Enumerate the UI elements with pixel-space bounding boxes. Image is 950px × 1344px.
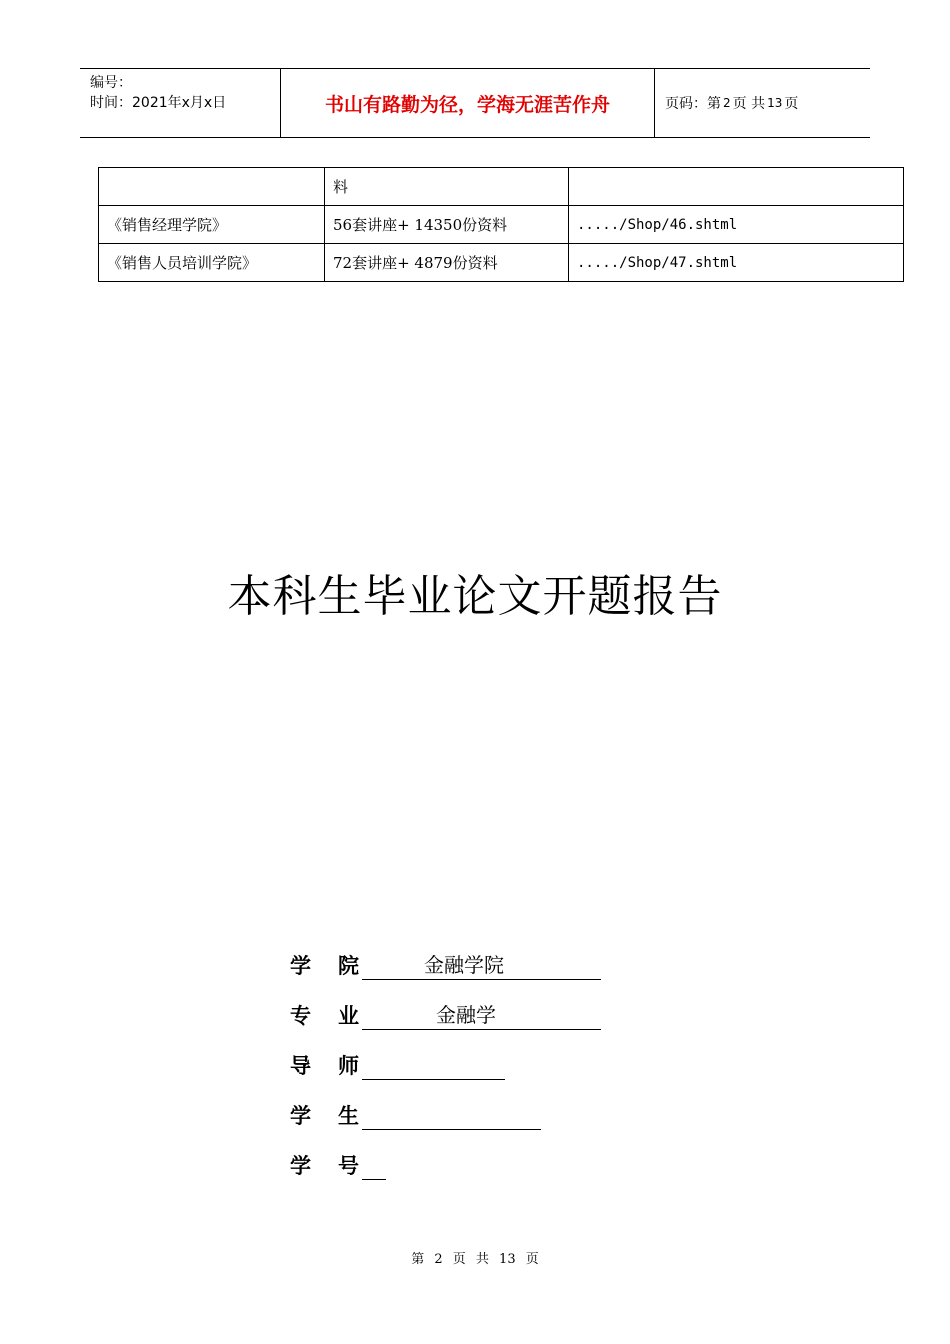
table-row xyxy=(99,244,904,282)
date-label: 时间：2021年x月x日 xyxy=(90,95,227,111)
student-id-row xyxy=(290,1130,601,1180)
student-id-label: 学 号 xyxy=(290,1153,359,1178)
table-cell: 72套讲座+ 4879份资料 xyxy=(325,244,569,282)
table-cell: ...../Shop/47.shtml xyxy=(569,244,904,282)
table-row xyxy=(99,168,904,206)
major-field xyxy=(362,1001,601,1030)
table-cell: 《销售人员培训学院》 xyxy=(99,244,325,282)
header-page-info xyxy=(655,69,870,137)
page-footer: 第 2 页 共 13 页 xyxy=(411,1252,539,1267)
page-current: 2 xyxy=(723,96,731,110)
page-header xyxy=(80,68,870,138)
advisor-field xyxy=(362,1051,505,1080)
student-label: 学 生 xyxy=(290,1103,359,1128)
college-label: 学 院 xyxy=(290,953,359,978)
table-cell: 料 xyxy=(325,168,569,206)
header-meta xyxy=(80,69,281,137)
info-form xyxy=(290,930,601,1180)
student-row xyxy=(290,1080,601,1130)
student-id-field xyxy=(362,1151,386,1180)
table-cell: ...../Shop/46.shtml xyxy=(569,206,904,244)
major-label: 专 业 xyxy=(290,1003,359,1028)
table-cell xyxy=(569,168,904,206)
table-cell xyxy=(99,168,325,206)
advisor-label: 导 师 xyxy=(290,1053,359,1078)
table-cell: 《销售经理学院》 xyxy=(99,206,325,244)
advisor-row xyxy=(290,1030,601,1080)
college-row xyxy=(290,930,601,980)
major-row xyxy=(290,980,601,1030)
student-field xyxy=(362,1101,541,1130)
college-field xyxy=(362,951,601,980)
page-prefix: 页码：第 xyxy=(665,96,721,112)
table-row xyxy=(99,206,904,244)
page-mid: 页 共 xyxy=(732,96,766,112)
page-total: 13 xyxy=(767,96,783,110)
page-suffix: 页 xyxy=(784,96,799,112)
major-value: 金融学 xyxy=(436,1003,496,1027)
document-title: 本科生毕业论文开题报告 xyxy=(227,571,723,622)
header-motto: 书山有路勤为径，学海无涯苦作舟 xyxy=(281,69,655,137)
table-cell: 56套讲座+ 14350份资料 xyxy=(325,206,569,244)
serial-label: 编号： xyxy=(90,75,132,91)
resource-table xyxy=(98,167,904,282)
college-value: 金融学院 xyxy=(424,953,504,977)
